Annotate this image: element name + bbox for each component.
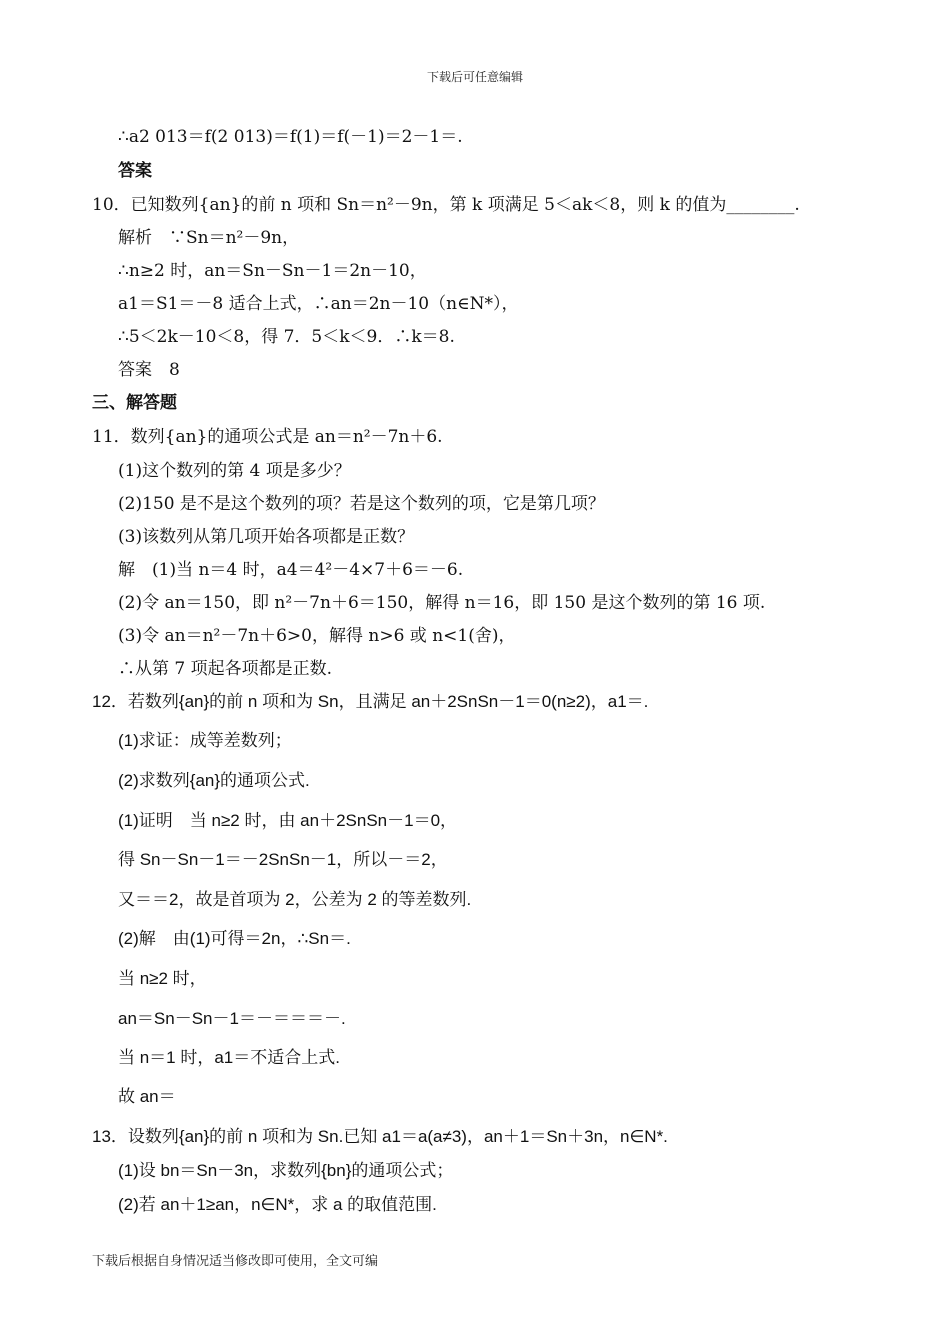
question-13: 13．设数列{an}的前 n 项和为 Sn.已知 a1＝a(a≠3)，an＋1＝Sn＋3n，n∈N*. [92, 1127, 668, 1146]
sub-question: (2)若 an＋1≥an，n∈N*，求 a 的取值范围. [118, 1195, 437, 1214]
solution-line: (3)令 an＝n²－7n＋6>0，解得 n>6 或 n<1(舍)， [118, 626, 516, 646]
solution-line: ∴从第 7 项起各项都是正数. [118, 659, 333, 679]
section-heading: 三、解答题 [92, 393, 177, 413]
question-10: 10．已知数列{an}的前 n 项和 Sn＝n²－9n，第 k 项满足 5＜ak＜8，则 k 的值为________. [92, 195, 800, 215]
solution-line: (2)令 an＝150，即 n²－7n＋6＝150，解得 n＝16，即 150 是这个数列的第 16 项. [118, 593, 766, 613]
sub-question: (2)求数列{an}的通项公式. [118, 771, 310, 790]
solution-line: 当 n≥2 时， [118, 969, 207, 988]
proof-line: 得 Sn－Sn－1＝－2SnSn－1，所以－＝2， [118, 850, 448, 869]
solution-line: (2)解 由(1)可得＝2n，∴Sn＝. [118, 929, 351, 948]
text-line: a1＝S1＝－8 适合上式，∴an＝2n－10（n∈N*）， [118, 294, 519, 314]
sub-question: (3)该数列从第几项开始各项都是正数？ [118, 527, 415, 547]
analysis-line: 解析 ∵Sn＝n²－9n， [118, 228, 300, 248]
solution-line: 解 (1)当 n＝4 时，a4＝4²－4×7＋6＝－6. [118, 560, 464, 580]
page-footer: 下载后根据自身情况适当修改即可使用，全文可编 [92, 1254, 379, 1269]
solution-line: an＝Sn－Sn－1＝－＝＝＝－. [118, 1009, 346, 1028]
text-line: ∴a2 013＝f(2 013)＝f(1)＝f(－1)＝2－1＝. [118, 127, 463, 147]
text-line: ∴n≥2 时，an＝Sn－Sn－1＝2n－10， [118, 261, 427, 281]
sub-question: (1)这个数列的第 4 项是多少？ [118, 461, 351, 481]
page-header: 下载后可任意编辑 [426, 70, 523, 84]
sub-question: (2)150 是不是这个数列的项？若是这个数列的项，它是第几项？ [118, 494, 605, 514]
proof-line: (1)证明 当 n≥2 时，由 an＋2SnSn－1＝0， [118, 811, 458, 830]
text-line: ∴5＜2k－10＜8，得 7．5＜k＜9．∴k＝8. [118, 327, 455, 347]
question-11: 11．数列{an}的通项公式是 an＝n²－7n＋6. [92, 427, 443, 447]
sub-question: (1)设 bn＝Sn－3n，求数列{bn}的通项公式； [118, 1161, 454, 1180]
solution-line: 故 an＝ [118, 1087, 176, 1106]
proof-line: 又＝＝2，故是首项为 2，公差为 2 的等差数列. [118, 890, 472, 909]
answer-line: 答案 8 [118, 360, 180, 380]
sub-question: (1)求证：成等差数列； [118, 731, 292, 750]
answer-label: 答案 [118, 161, 152, 181]
question-12: 12．若数列{an}的前 n 项和为 Sn，且满足 an＋2SnSn－1＝0(n≥2)，a1＝. [92, 692, 649, 711]
solution-line: 当 n＝1 时，a1＝不适合上式. [118, 1048, 340, 1067]
